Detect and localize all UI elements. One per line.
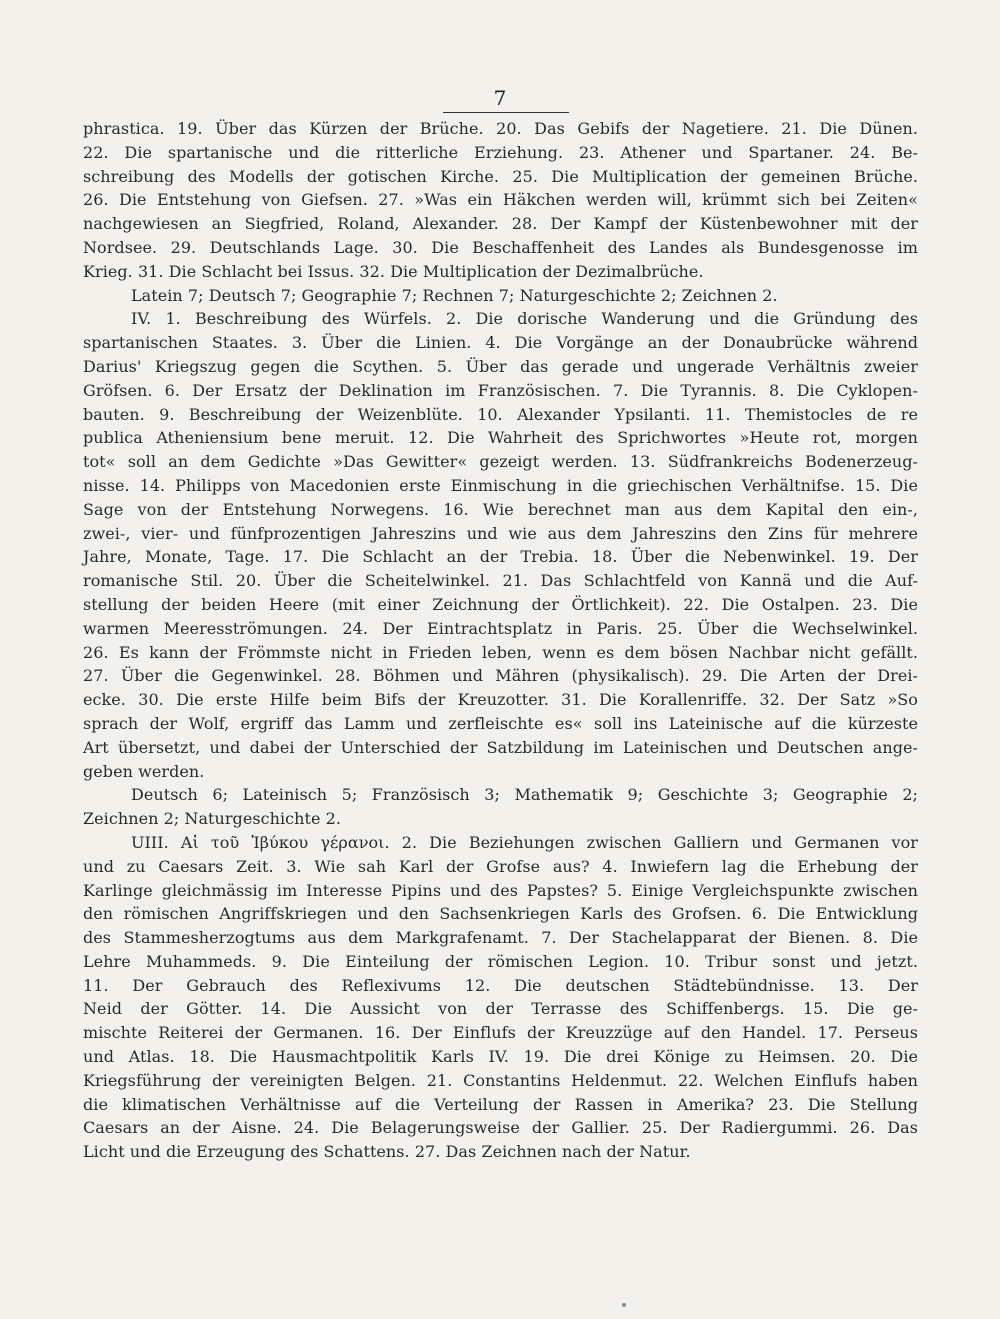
text-line: bauten. 9. Beschreibung der Weizenblüte. 10. Alexander Ypsilanti. 11. Themistocles de re [83,404,918,424]
text-line: UIII. Αἱ τοῦ Ἰβύκου γέρανοι. 2. Die Beziehungen zwischen Galliern und Germanen vor [131,832,918,852]
text-line: Darius' Kriegszug gegen die Scythen. 5. Über das gerade und ungerade Verhältnis zweier [83,356,918,376]
text-line: und Atlas. 18. Die Hausmachtpolitik Karls IV. 19. Die drei Könige zu Heimsen. 20. Die [83,1047,918,1067]
text-line: IV. 1. Beschreibung des Würfels. 2. Die dorische Wanderung und die Gründung des [131,309,918,329]
text-line: zwei-, vier- und fünfprozentigen Jahreszins und wie aus dem Jahreszins den Zins für mehrere [83,523,918,543]
text-line: sprach der Wolf, ergriff das Lamm und zerfleischte es« soll ins Lateinische auf die kürzeste [83,713,918,733]
text-line: mischte Reiterei der Germanen. 16. Der Einflufs der Kreuzzüge auf den Handel. 17. Perseus [83,1023,918,1043]
text-line: Jahre, Monate, Tage. 17. Die Schlacht an der Trebia. 18. Über die Nebenwinkel. 19. Der [83,547,918,567]
text-line: stellung der beiden Heere (mit einer Zeichnung der Örtlichkeit). 22. Die Ostalpen. 23. Die [83,594,918,614]
text-line: 22. Die spartanische und die ritterliche Erziehung. 23. Athener und Spartaner. 24. Be- [83,142,918,162]
text-line: romanische Stil. 20. Über die Scheitelwinkel. 21. Das Schlachtfeld von Kannä und die Auf- [83,571,918,591]
paper-speck [622,1303,626,1307]
text-line: warmen Meeresströmungen. 24. Der Eintrachtsplatz in Paris. 25. Über die Wechselwinkel. [83,618,918,638]
text-line: 26. Die Entstehung von Giefsen. 27. »Was ein Häkchen werden will, krümmt sich bei Zeiten« [83,190,918,210]
text-line: Krieg. 31. Die Schlacht bei Issus. 32. Die Multiplication der Dezimalbrüche. [83,261,704,281]
text-line: und zu Caesars Zeit. 3. Wie sah Karl der Grofse aus? 4. Inwiefern lag die Erhebung der [83,856,918,876]
text-line: Lehre Muhammeds. 9. Die Einteilung der römischen Legion. 10. Tribur sonst und jetzt. [83,951,918,971]
text-line: Zeichnen 2; Naturgeschichte 2. [83,809,342,829]
text-line: phrastica. 19. Über das Kürzen der Brüche. 20. Das Gebifs der Nagetiere. 21. Die Dünen. [83,119,918,138]
text-line: ecke. 30. Die erste Hilfe beim Bifs der Kreuzotter. 31. Die Korallenriffe. 32. Der Satz »So [83,690,918,710]
text-line: Latein 7; Deutsch 7; Geographie 7; Rechnen 7; Naturgeschichte 2; Zeichnen 2. [131,285,778,305]
header-rule [443,112,569,113]
text-line: Licht und die Erzeugung des Schattens. 27. Das Zeichnen nach der Natur. [83,1142,691,1162]
text-line: Deutsch 6; Lateinisch 5; Französisch 3; Mathematik 9; Geschichte 3; Geographie 2; [131,785,918,805]
text-line: 26. Es kann der Frömmste nicht in Frieden leben, wenn es dem bösen Nachbar nicht gefällt. [83,642,918,662]
text-line: publica Atheniensium bene meruit. 12. Die Wahrheit des Sprichwortes »Heute rot, morgen [83,428,918,448]
text-line: Art übersetzt, und dabei der Unterschied der Satzbildung im Lateinischen und Deutschen ange- [83,737,918,757]
text-line: Caesars an der Aisne. 24. Die Belagerungsweise der Gallier. 25. Der Radiergummi. 26. Das [83,1118,918,1138]
text-line: Karlinge gleichmässig im Interesse Pipins und des Papstes? 5. Einige Vergleichspunkte zwischen [83,880,918,900]
text-line: Gröfsen. 6. Der Ersatz der Deklination im Französischen. 7. Die Tyrannis. 8. Die Cyklopen- [83,380,918,400]
text-line: tot« soll an dem Gedichte »Das Gewitter« gezeigt werden. 13. Südfrankreichs Bodenerzeug- [83,452,918,472]
text-line: des Stammesherzogtums aus dem Markgrafenamt. 7. Der Stachelapparat der Bienen. 8. Die [83,928,918,948]
text-line: Kriegsführung der vereinigten Belgen. 21. Constantins Heldenmut. 22. Welchen Einflufs haben [83,1070,918,1090]
text-line: die klimatischen Verhältnisse auf die Verteilung der Rassen in Amerika? 23. Die Stellung [83,1094,918,1114]
body-text [83,117,918,1164]
text-line: geben werden. [83,761,205,781]
text-line: den römischen Angriffskriegen und den Sachsenkriegen Karls des Grofsen. 6. Die Entwicklung [83,904,918,924]
text-line: nisse. 14. Philipps von Macedonien erste Einmischung in die griechischen Verhältnifse. 15. Die [83,475,918,495]
page-number: 7 [493,86,507,110]
text-line: nachgewiesen an Siegfried, Roland, Alexander. 28. Der Kampf der Küstenbewohner mit der [83,214,918,234]
text-line: 11. Der Gebrauch des Reflexivums 12. Die deutschen Städtebündnisse. 13. Der [83,975,918,995]
text-line: spartanischen Staates. 3. Über die Linien. 4. Die Vorgänge an der Donaubrücke während [83,333,918,353]
text-line: Nordsee. 29. Deutschlands Lage. 30. Die Beschaffenheit des Landes als Bundesgenosse im [83,237,918,257]
text-line: Sage von der Entstehung Norwegens. 16. Wie berechnet man aus dem Kapital den ein-, [83,499,918,519]
text-line: Neid der Götter. 14. Die Aussicht von der Terrasse des Schiffenbergs. 15. Die ge- [83,999,918,1019]
text-line: schreibung des Modells der gotischen Kirche. 25. Die Multiplication der gemeinen Brüche. [83,166,918,186]
text-line: 27. Über die Gegenwinkel. 28. Böhmen und Mähren (physikalisch). 29. Die Arten der Drei- [83,666,918,686]
